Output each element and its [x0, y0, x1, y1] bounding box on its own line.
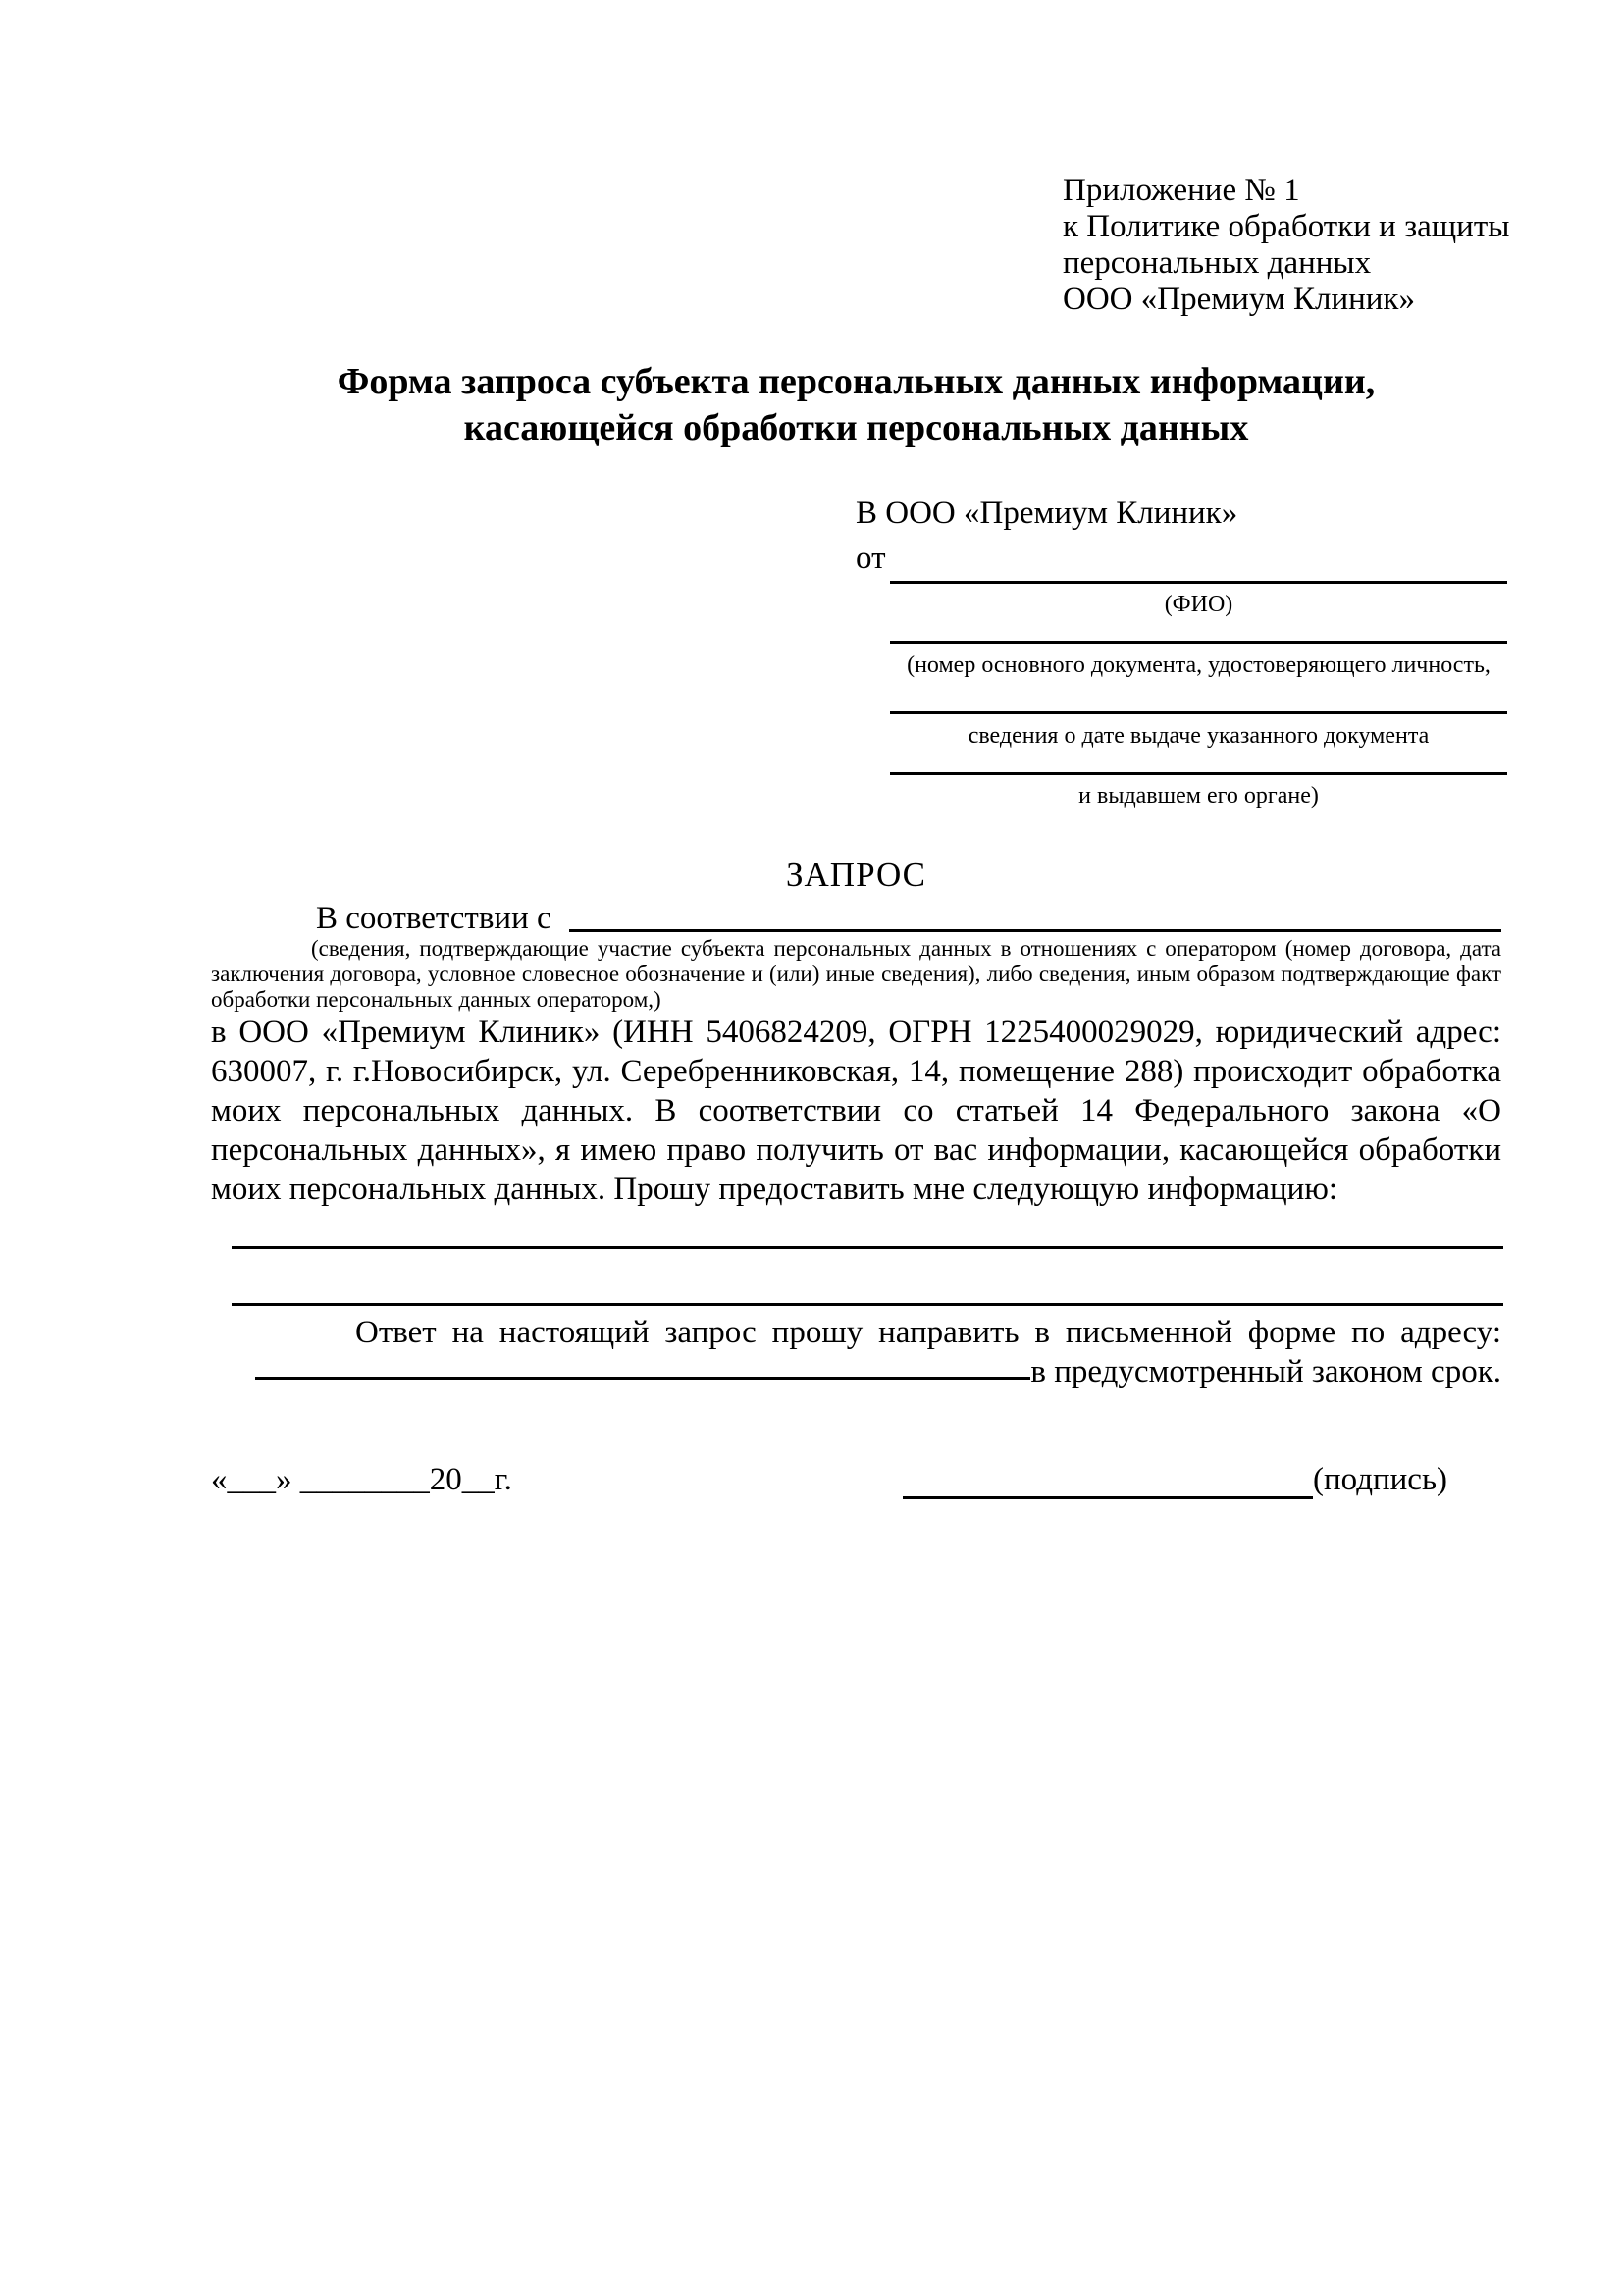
date-field: «___» ________20__г. — [211, 1462, 512, 1497]
appendix-line-3: персональных данных — [1063, 245, 1372, 281]
appendix-line-2: к Политике обработки и защиты — [1063, 209, 1510, 244]
signature-caption: (подпись) — [1313, 1462, 1447, 1497]
appendix-line-1: Приложение № 1 — [1063, 173, 1300, 208]
accordance-line — [211, 899, 1501, 938]
note-line-3: обработки персональных данных оператором,) — [211, 987, 661, 1012]
document-number-caption: (номер основного документа, удостоверяющего личность, — [907, 652, 1491, 678]
reply-paragraph — [211, 1313, 1501, 1391]
signature-row — [211, 1460, 1501, 1499]
reply-suffix: в предусмотренный законом срок. — [1030, 1354, 1501, 1389]
body-line-1: в ООО «Премиум Клиник» (ИНН 5406824209, ОГРН 1225400029029, юридический адрес: — [211, 1015, 1501, 1050]
fio-caption: (ФИО) — [1164, 592, 1233, 617]
info-blank-line-2 — [232, 1303, 1503, 1306]
document-title-line-1: Форма запроса субъекта персональных данных информации, — [337, 361, 1376, 402]
address-blank-line — [255, 1352, 1030, 1380]
recipient-to: В ООО «Премиум Клиник» — [856, 496, 1238, 531]
info-blank-line-1 — [232, 1246, 1503, 1249]
body-paragraph — [211, 1013, 1501, 1209]
issue-date-blank-line — [890, 711, 1507, 714]
body-line-5: моих персональных данных. Прошу предоставить мне следующую информацию: — [211, 1172, 1338, 1207]
document-number-blank-line — [890, 641, 1507, 644]
note-line-2: заключения договора, условное словесное обозначение и (или) иные сведения), либо сведения, иным образом подтверждающие факт — [211, 962, 1501, 986]
body-line-3: моих персональных данных. В соответствии со статьей 14 Федерального закона «О — [211, 1093, 1501, 1128]
reply-line-2 — [211, 1352, 1501, 1391]
fio-blank-line — [890, 581, 1507, 584]
appendix-header — [1063, 173, 1509, 318]
document-title-line-2: касающейся обработки персональных данных — [463, 407, 1249, 448]
appendix-line-4: ООО «Премиум Клиник» — [1063, 282, 1415, 317]
body-line-4: персональных данных», я имею право получить от вас информации, касающейся обработки — [211, 1132, 1501, 1168]
reply-line-1: Ответ на настоящий запрос прошу направить в письменной форме по адресу: — [355, 1315, 1501, 1350]
signature-blank-line — [903, 1460, 1313, 1499]
document-title — [211, 359, 1501, 451]
note-line-1: (сведения, подтверждающие участие субъекта персональных данных в отношениях с оператором (номер договора, дата — [311, 936, 1501, 961]
request-heading: ЗАПРОС — [785, 856, 927, 894]
issue-date-caption: сведения о дате выдаче указанного документа — [968, 723, 1430, 749]
recipient-from-label: от — [856, 541, 886, 576]
note-paragraph — [211, 936, 1501, 1013]
issuing-authority-blank-line — [890, 772, 1507, 775]
recipient-block — [856, 491, 1507, 809]
accordance-label: В соответствии с — [316, 901, 559, 936]
accordance-blank-line — [569, 899, 1501, 932]
issuing-authority-caption: и выдавшем его органе) — [1078, 783, 1319, 809]
body-line-2: 630007, г. г.Новосибирск, ул. Серебренниковская, 14, помещение 288) происходит обработка — [211, 1054, 1501, 1089]
